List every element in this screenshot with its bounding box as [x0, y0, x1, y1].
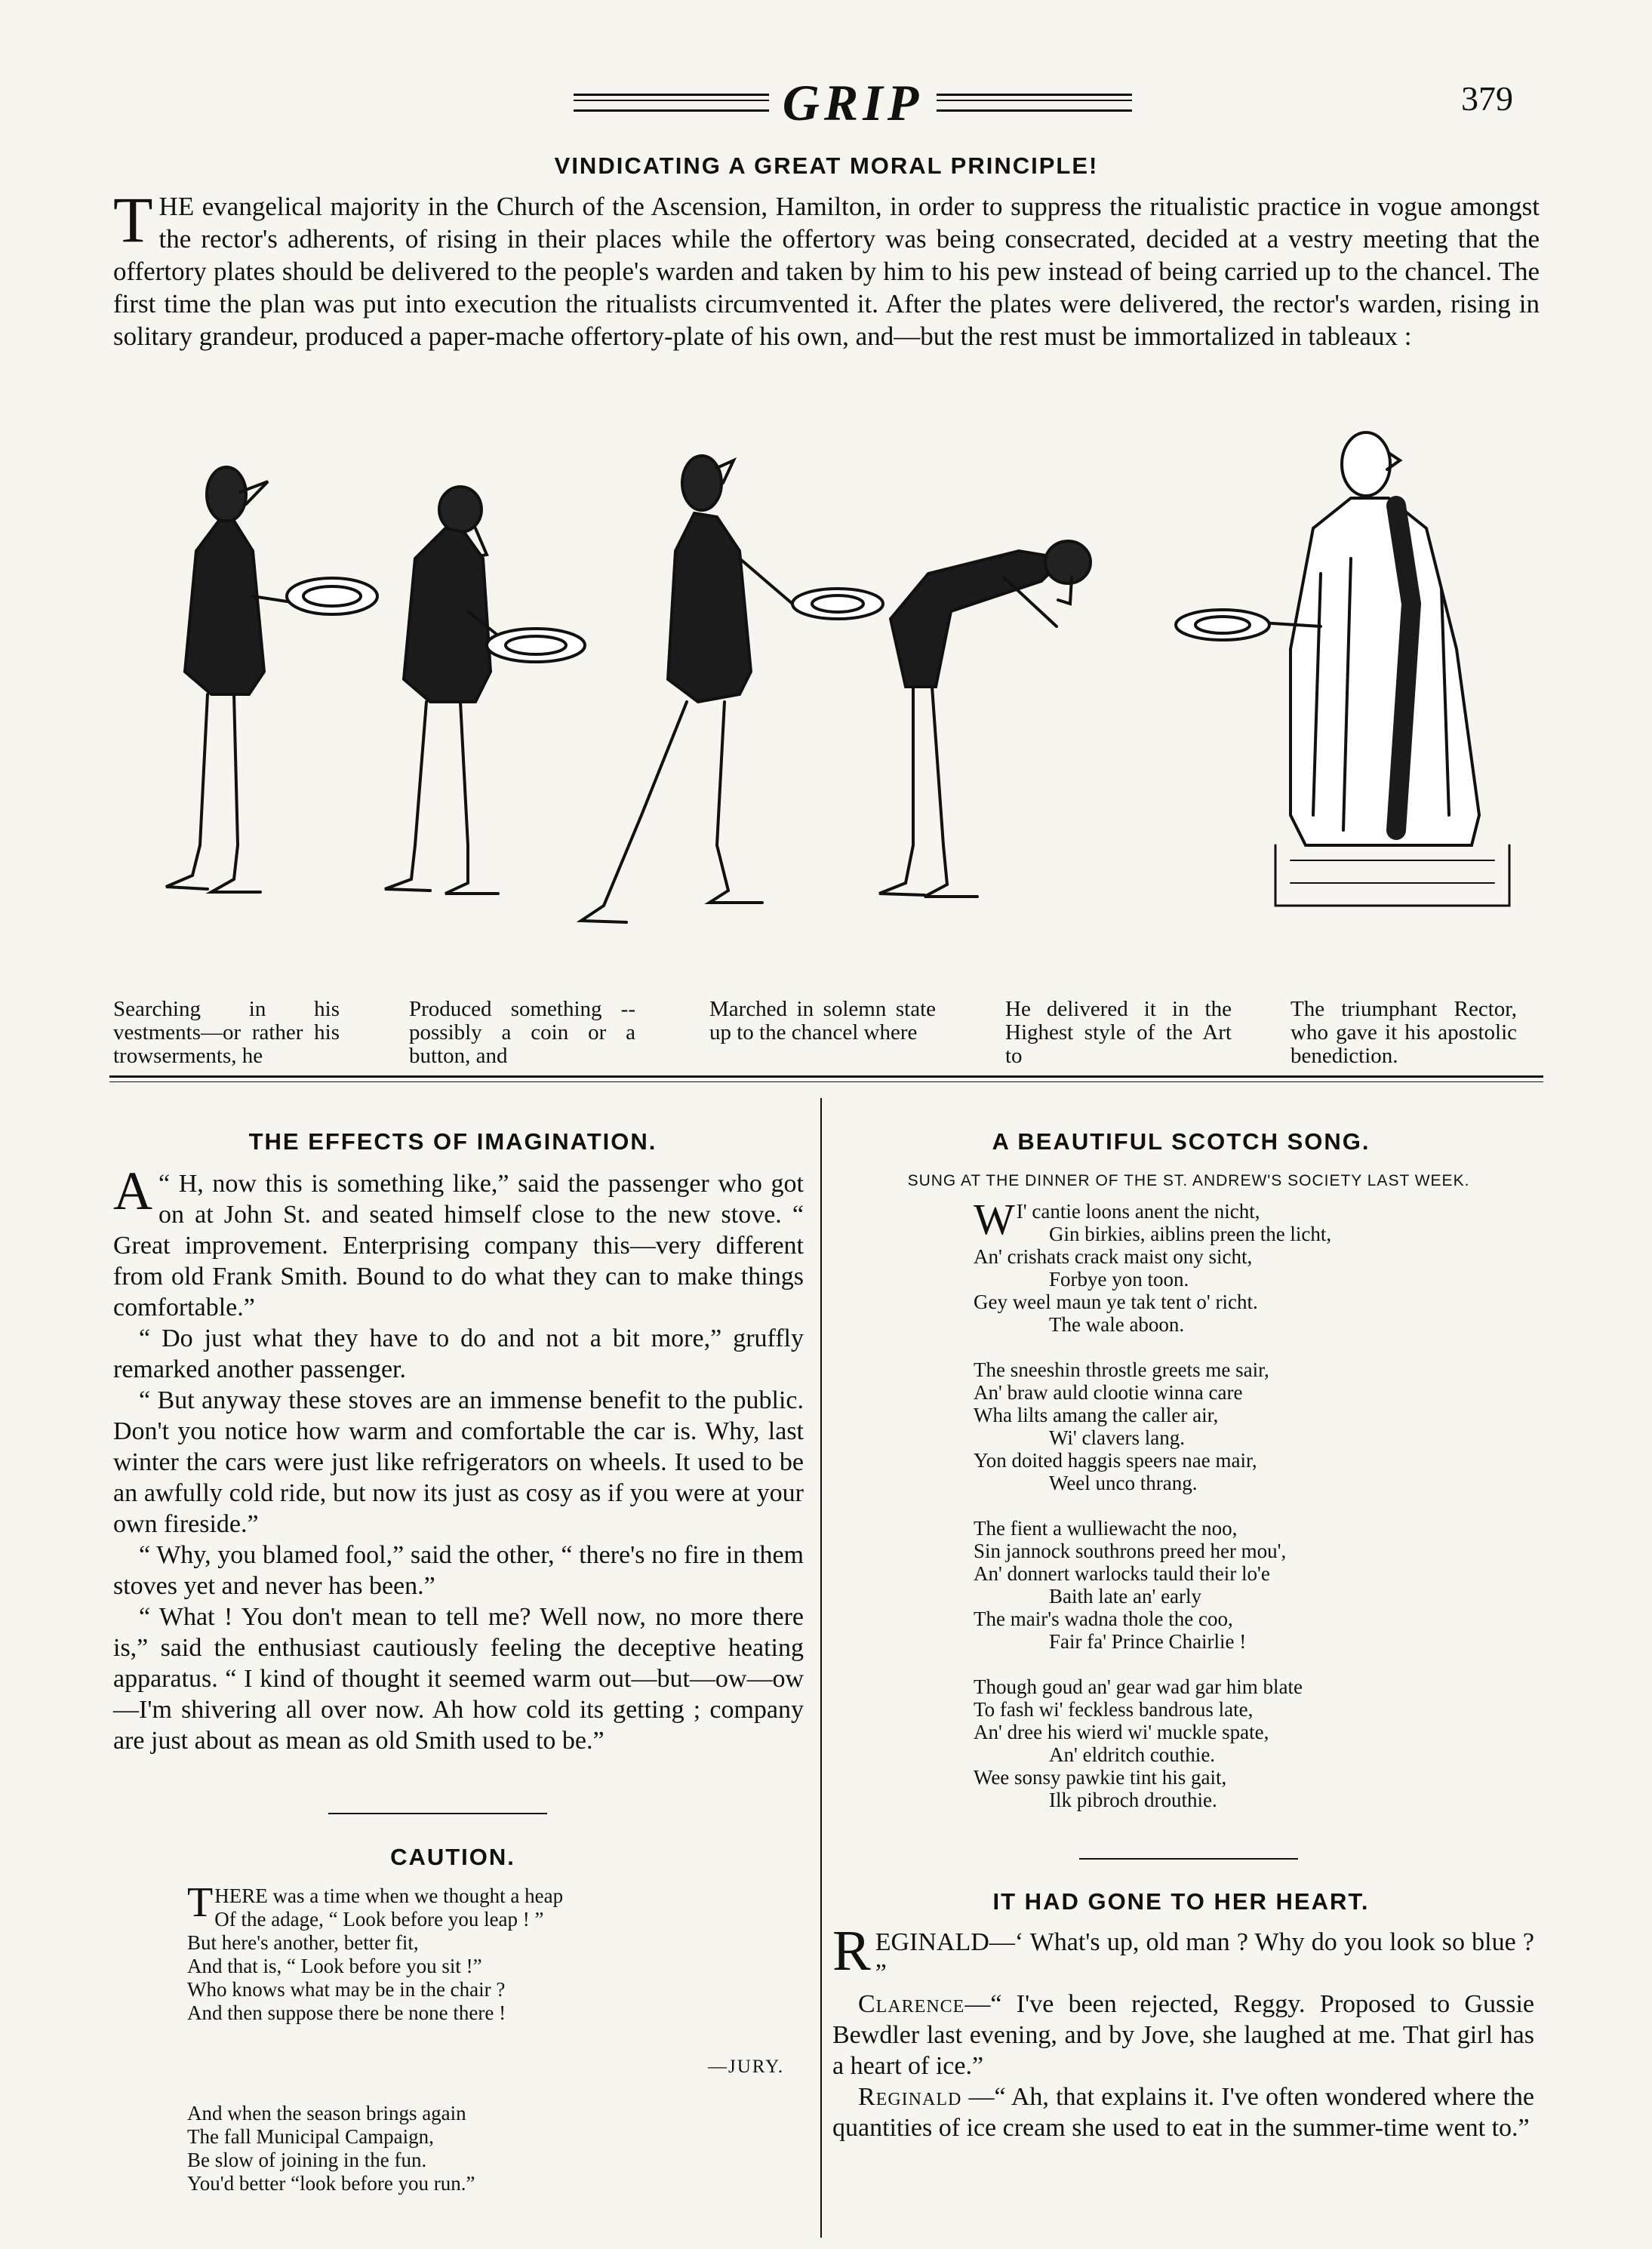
poem-line: And that is, “ Look before you sit !” — [187, 1955, 482, 1977]
figure-searching — [166, 467, 377, 892]
figure-delivered — [879, 541, 1091, 897]
short-rule — [328, 1813, 547, 1814]
poem-line: And when the season brings again — [187, 2102, 466, 2124]
poem-line: Wha lilts amang the caller air, — [974, 1404, 1219, 1426]
paragraph: “ What ! You don't mean to tell me? Well now, no more there is,” said the enthusiast cautiously feeling the deceptive heating apparatus. “ I kind of thought it seemed warm out—but—ow—ow—I'm shivering all over now. Ah how cold its getting ; company are just about as mean as old Smith used to be.” — [113, 1603, 804, 1755]
poem-line: Forbye yon toon. — [1049, 1268, 1189, 1291]
dropcap: T — [187, 1879, 214, 1926]
poem-line: Of the adage, “ Look before you leap ! ” — [214, 1908, 544, 1931]
article-title-imagination: THE EFFECTS OF IMAGINATION. — [248, 1128, 657, 1155]
poem-stanza — [974, 1517, 1532, 1653]
figure-rector — [1176, 432, 1509, 906]
paragraph: A “ H, now this is something like,” said the passenger who got on at John St. and seated himself close to the new stove. “ Great improvement. Enterprising company this—very different from old Frank Smith. Bound to do what they can to make things comfortable.” — [113, 1161, 804, 1321]
poem-stanza — [974, 1675, 1532, 1811]
poem-line: Yon doited haggis speers nae mair, — [974, 1449, 1257, 1472]
poem-stanza — [974, 1358, 1532, 1494]
paragraph: “ But anyway these stoves are an immense benefit to the public. Don't you notice how warm and comfortable the car is. Why, last winter the cars were just like refrigerators on wheels. It used to be an awfully cold ride, but now its just as cosy as if you were at your own fireside.” — [113, 1386, 804, 1538]
speaker-name: Clarence — [858, 1990, 965, 2018]
paragraph: Reginald —“ Ah, that explains it. I've often wondered where the quantities of ice cream she used to eat in the summer-time went to.” — [832, 2083, 1534, 2142]
masthead — [574, 72, 1132, 133]
tableaux-illustration — [113, 423, 1540, 996]
poem-line: THERE was a time when we thought a heap — [187, 1879, 564, 1926]
poem-line: The sneeshin throstle greets me sair, — [974, 1358, 1269, 1381]
figure-marched — [581, 456, 883, 922]
poem-line: An' donnert warlocks tauld their lo'e — [974, 1562, 1270, 1585]
poem-line: To fash wi' feckless bandrous late, — [974, 1698, 1254, 1721]
caption-2: Produced something --possibly a coin or a button, and — [409, 997, 635, 1068]
poem-line: W I' cantie loons anent the nicht, — [974, 1195, 1260, 1244]
poem-line: The fall Municipal Campaign, — [187, 2125, 434, 2148]
caption-1: Searching in his vestments—or rather his trowserments, he — [113, 997, 340, 1068]
dropcap: T — [113, 183, 153, 256]
dropcap: R — [832, 1919, 871, 1983]
caution-poem — [187, 1879, 806, 2239]
caption-5: The triumphant Rector, who gave it his apostolic benediction. — [1291, 997, 1517, 1068]
poem-signature: —JURY. — [708, 2057, 785, 2077]
poem-line: Weel unco thrang. — [1049, 1472, 1198, 1494]
page-number: 379 — [1461, 79, 1513, 118]
poem-line: Fair fa' Prince Chairlie ! — [1049, 1630, 1247, 1653]
poem-line: Though goud an' gear wad gar him blate — [974, 1675, 1303, 1698]
poem-line: An' braw auld clootie winna care — [974, 1381, 1243, 1404]
article-title-vindicating: VINDICATING A GREAT MORAL PRINCIPLE! — [554, 152, 1099, 179]
masthead-rule-right — [937, 94, 1132, 112]
intro-text: HE evangelical majority in the Church of the Ascension, Hamilton, in order to suppress the ritualistic practice in vogue amongst the rector's adherents, of rising in their places while the offertory was being consecrated, decided at a vestry meeting that the offertory plates should be delivered to the people's warden and taken by him to his pew instead of being carried up to the chancel. The first time the plan was put into execution the ritualists circumvented it. After the plates were delivered, the rector's warden, rising in solitary grandeur, produced a paper-mache offertory-plate of his own, and—but the rest must be immortalized in tableaux : — [113, 192, 1540, 351]
dropcap: A — [113, 1161, 152, 1221]
poem-line: An' dree his wierd wi' muckle spate, — [974, 1721, 1269, 1743]
poem-line: An' eldritch couthie. — [1049, 1743, 1216, 1766]
poem-stanza — [974, 1195, 1532, 1336]
short-rule — [1079, 1858, 1298, 1860]
speaker-name: Reginald — [858, 2083, 962, 2111]
tableaux-captions — [113, 998, 1540, 1067]
article-intro-vindicating — [113, 183, 1540, 352]
poem-line: Baith late an' early — [1049, 1585, 1202, 1608]
poem-line: And then suppose there be none there ! — [187, 2001, 506, 2024]
paragraph: “ Do just what they have to do and not a bit more,” gruffly remarked another passenger. — [113, 1324, 804, 1383]
poem-line: The wale aboon. — [1049, 1313, 1185, 1336]
masthead-rule-left — [574, 94, 769, 112]
poem-line: Wi' clavers lang. — [1049, 1426, 1185, 1449]
masthead-title: GRIP — [782, 73, 924, 131]
scotch-song-poem — [974, 1195, 1532, 1834]
article-subtitle-scotch-song: SUNG AT THE DINNER OF THE ST. ANDREW'S SOCIETY LAST WEEK. — [907, 1172, 1470, 1189]
figure-produced — [385, 487, 585, 894]
article-title-scotch-song: A BEAUTIFUL SCOTCH SONG. — [992, 1128, 1371, 1155]
tableaux-drawing — [113, 423, 1540, 996]
section-divider — [109, 1075, 1543, 1078]
paragraph: “ Why, you blamed fool,” said the other, “ there's no fire in them stoves yet and never has been.” — [113, 1541, 804, 1600]
section-divider-thin — [109, 1081, 1543, 1082]
paragraph: Clarence—“ I've been rejected, Reggy. Proposed to Gussie Bewdler last evening, and by Jove, she laughed at me. That girl has a heart of ice.” — [832, 1990, 1534, 2080]
column-divider — [820, 1098, 822, 2238]
poem-line: Wee sonsy pawkie tint his gait, — [974, 1766, 1227, 1789]
caption-3: Marched in solemn state up to the chancel where — [709, 997, 936, 1045]
poem-stanza-2 — [187, 2102, 475, 2195]
poem-line: Be slow of joining in the fun. — [187, 2149, 427, 2171]
article-title-heart: IT HAD GONE TO HER HEART. — [992, 1888, 1370, 1915]
poem-line: Who knows what may be in the chair ? — [187, 1978, 506, 2001]
article-title-caution: CAUTION. — [390, 1844, 515, 1870]
paragraph: REGINALD—‘ What's up, old man ? Why do you look so blue ? ” — [832, 1919, 1534, 1987]
article-body-heart — [832, 1919, 1534, 2143]
poem-line: The mair's wadna thole the coo, — [974, 1608, 1233, 1630]
poem-line: Sin jannock southrons preed her mou', — [974, 1540, 1287, 1562]
poem-line: Gey weel maun ye tak tent o' richt. — [974, 1291, 1258, 1313]
poem-line: Ilk pibroch drouthie. — [1049, 1789, 1217, 1811]
dropcap: W — [974, 1195, 1015, 1244]
poem-line: An' crishats crack maist ony sicht, — [974, 1245, 1253, 1268]
poem-line: Gin birkies, aiblins preen the licht, — [1049, 1223, 1332, 1245]
poem-line: You'd better “look before you run.” — [187, 2172, 475, 2195]
poem-line: The fient a wulliewacht the noo, — [974, 1517, 1238, 1540]
poem-line: But here's another, better fit, — [187, 1931, 419, 1954]
article-body-imagination — [113, 1161, 804, 1756]
caption-4: He delivered it in the Highest style of the Art to — [1005, 997, 1232, 1068]
